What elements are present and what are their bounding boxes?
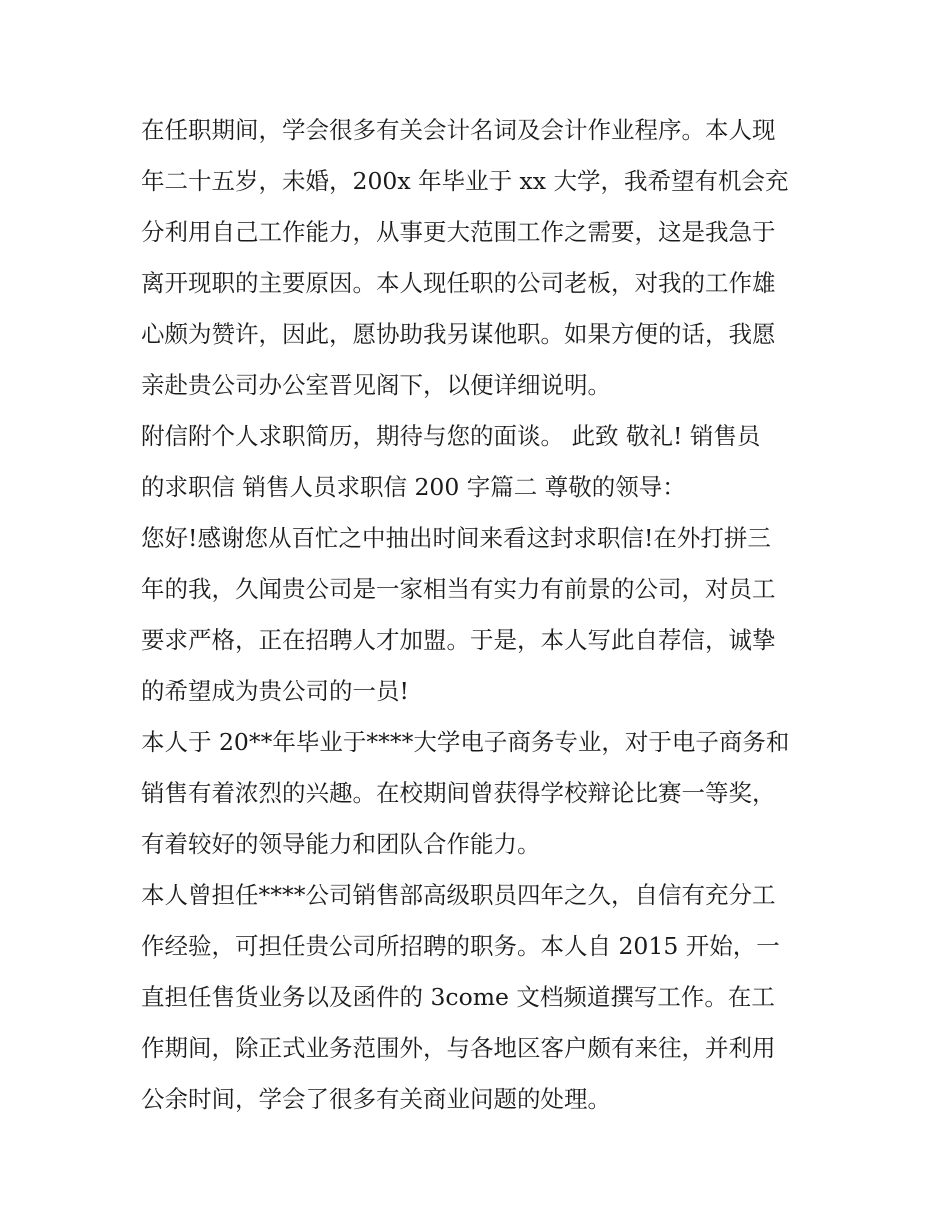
text-line-2: 年二十五岁，未婚，200x 年毕业于 xx 大学，我希望有机会充 [141,167,789,195]
text-line-20: 公余时间，学会了很多有关商业问题的处理。 [141,1085,611,1113]
text-line-10: 年的我，久闻贵公司是一家相当有实力有前景的公司，对员工 [141,575,776,603]
text-line-4: 离开现职的主要原因。本人现任职的公司老板，对我的工作雄 [141,269,776,297]
text-line-1: 在任职期间，学会很多有关会计名词及会计作业程序。本人现 [141,116,776,144]
text-line-5: 心颇为赞许，因此，愿协助我另谋他职。如果方便的话，我愿 [141,320,776,348]
text-line-6: 亲赴贵公司办公室晋见阁下，以便详细说明。 [141,371,611,399]
text-line-18: 直担任售货业务以及函件的 3come 文档频道撰写工作。在工 [141,983,775,1011]
text-line-8: 的求职信 销售人员求职信 200 字篇二 尊敬的领导： [141,473,686,501]
text-line-19: 作期间，除正式业务范围外，与各地区客户颇有来往，并利用 [141,1034,776,1062]
text-line-11: 要求严格，正在招聘人才加盟。于是，本人写此自荐信，诚挚 [141,626,776,654]
text-line-16: 本人曾担任****公司销售部高级职员四年之久，自信有充分工 [141,881,776,909]
text-line-15: 有着较好的领导能力和团队合作能力。 [141,830,541,858]
text-line-12: 的希望成为贵公司的一员! [141,677,409,705]
text-line-9: 您好!感谢您从百忙之中抽出时间来看这封求职信!在外打拼三 [141,524,771,552]
text-line-17: 作经验，可担任贵公司所招聘的职务。本人自 2015 开始，一 [141,932,780,960]
text-line-7: 附信附个人求职简历，期待与您的面谈。 此致 敬礼! 销售员 [141,422,761,450]
text-line-3: 分利用自己工作能力，从事更大范围工作之需要，这是我急于 [141,218,776,246]
text-line-14: 销售有着浓烈的兴趣。在校期间曾获得学校辩论比赛一等奖， [141,779,776,807]
text-line-13: 本人于 20**年毕业于****大学电子商务专业，对于电子商务和 [141,728,790,756]
